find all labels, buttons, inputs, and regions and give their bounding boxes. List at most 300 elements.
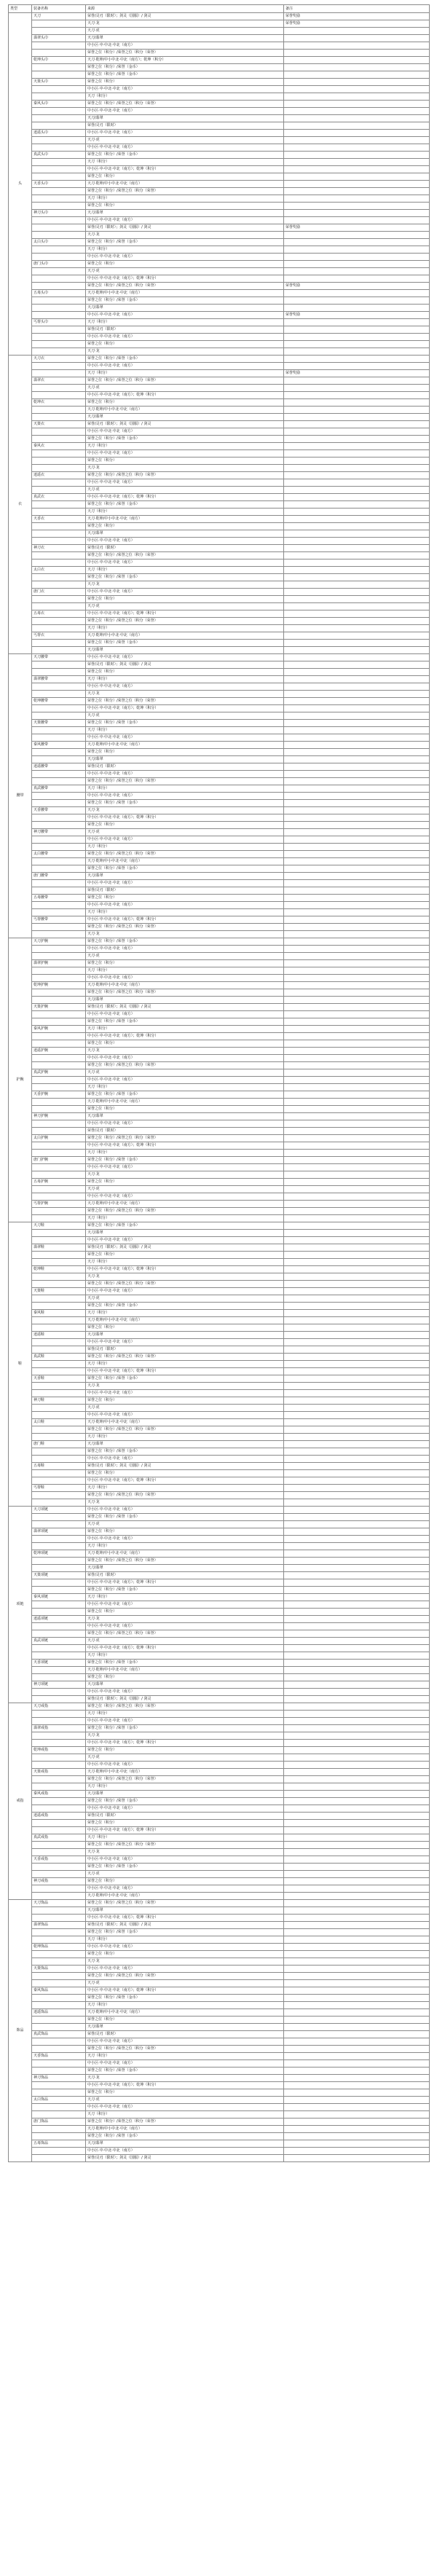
cell-note: [284, 1849, 430, 1856]
table-row: [9, 1069, 430, 1077]
cell-source: 荣誉之位（积分）: [86, 822, 284, 829]
cell-name: 天香项链: [32, 1660, 86, 1667]
cell-source: 中小区·中·中北·中北（南方）: [86, 479, 284, 487]
cell-source: 天刀·乾坤/中小中北·中北（南方）: [86, 290, 284, 297]
table-row: [9, 807, 430, 814]
table-row: [9, 1601, 430, 1609]
cell-name: [32, 144, 86, 152]
table-row: [9, 1725, 430, 1732]
cell-source: 中小区·中·中北·中北（南方）: [86, 1805, 284, 1813]
table-row: [9, 239, 430, 246]
cell-name: 翡翠腰带: [32, 676, 86, 683]
cell-note: [284, 785, 430, 793]
table-row: [9, 1222, 430, 1230]
cell-name: [32, 1630, 86, 1638]
table-row: [9, 1718, 430, 1725]
table-row: [9, 1922, 430, 1929]
cell-name: [32, 1077, 86, 1084]
cell-name: [32, 727, 86, 734]
cell-name: [32, 552, 86, 559]
cell-note: [284, 108, 430, 115]
cell-name: [32, 1368, 86, 1375]
cell-note: [284, 902, 430, 909]
cell-note: [284, 997, 430, 1004]
table-row: [9, 1383, 430, 1390]
cell-note: [284, 1266, 430, 1273]
cell-source: 中小区·中·中北·中北（南方）；乾坤（积分）: [86, 166, 284, 173]
table-row: [9, 1120, 430, 1128]
cell-name: [32, 2024, 86, 2031]
cell-source: 中小区·中·中北·中北（南方）: [86, 2148, 284, 2155]
cell-source: 中小区·中·中北·中北（南方）: [86, 793, 284, 800]
cell-source: 中小区·中·中北·中北（南方）；乾坤（积分）: [86, 1987, 284, 1995]
cell-note: [284, 1813, 430, 1820]
cell-name: [32, 275, 86, 283]
table-row: [9, 1740, 430, 1747]
cell-source: 荣誉之位（积分）: [86, 2089, 284, 2097]
cell-name: 神刀腰带: [32, 829, 86, 836]
cell-note: [284, 1113, 430, 1120]
cell-source: 荣誉/灵刃（限时）: [86, 1128, 284, 1135]
cell-note: [284, 195, 430, 203]
cell-name: [32, 1827, 86, 1834]
cell-name: [32, 1783, 86, 1791]
cell-name: [32, 997, 86, 1004]
cell-source: 天刀（积分）: [86, 1485, 284, 1492]
cell-name: [32, 814, 86, 822]
table-row: [9, 501, 430, 508]
cell-note: [284, 931, 430, 938]
cell-source: 天刀/翡翠: [86, 647, 284, 654]
cell-name: [32, 1558, 86, 1565]
cell-name: [32, 1893, 86, 1900]
table-row: [9, 1135, 430, 1142]
table-row: [9, 661, 430, 669]
cell-source: 天刀·虎: [86, 712, 284, 720]
cell-note: [284, 1885, 430, 1893]
table-row: [9, 1055, 430, 1062]
cell-name: 唐门腰带: [32, 873, 86, 880]
cell-name: [32, 28, 86, 35]
table-row: [9, 1973, 430, 1980]
cell-note: [284, 428, 430, 436]
cell-note: [284, 1936, 430, 1944]
cell-source: 中小区·中·中北·中北（南方）: [86, 1164, 284, 1171]
cell-note: [284, 2082, 430, 2089]
table-row: [9, 2053, 430, 2060]
cell-source: 中小区·中·中北·中北（南方）: [86, 1339, 284, 1346]
cell-name: 神刀头巾: [32, 210, 86, 217]
cell-source: 荣誉之位（积分）: [86, 1397, 284, 1405]
cell-note: [284, 1259, 430, 1266]
cell-note: [284, 1288, 430, 1295]
cell-note: [284, 683, 430, 691]
cell-source: 天刀·龙: [86, 1048, 284, 1055]
cell-note: [284, 450, 430, 458]
table-row: [9, 1944, 430, 1951]
table-row: [9, 1099, 430, 1106]
cell-source: 荣誉之位（积分）: [86, 1528, 284, 1536]
cell-name: [32, 2111, 86, 2118]
cell-note: [284, 523, 430, 530]
cell-note: [284, 1805, 430, 1813]
cell-name: 乾坤饰品: [32, 1944, 86, 1951]
cell-source: 荣誉之位（积分）: [86, 1040, 284, 1048]
cell-name: 太白护腕: [32, 1135, 86, 1142]
cell-note: [284, 1405, 430, 1412]
cell-source: 中小区·中·中北·中北（南方）: [86, 144, 284, 152]
table-row: [9, 1893, 430, 1900]
cell-note: [284, 1528, 430, 1536]
cell-name: [32, 2002, 86, 2009]
cell-name: 天策腰带: [32, 720, 86, 727]
cell-note: [284, 895, 430, 902]
cell-source: 荣誉之位（积分）: [86, 669, 284, 676]
cell-note: [284, 1732, 430, 1740]
cell-source: 荣誉之位（积分）: [86, 1951, 284, 1958]
cell-note: [284, 1069, 430, 1077]
cell-source: 天刀（积分）: [86, 443, 284, 450]
cell-name: [32, 1324, 86, 1332]
table-row: [9, 1514, 430, 1521]
cell-note: [284, 290, 430, 297]
cell-source: 天刀（积分）: [86, 1594, 284, 1601]
cell-name: [32, 844, 86, 851]
cell-note: [284, 130, 430, 137]
table-row: [9, 2089, 430, 2097]
cell-note: [284, 57, 430, 64]
cell-note: [284, 589, 430, 596]
table-row: [9, 1485, 430, 1492]
cell-source: 天刀/翡翠: [86, 35, 284, 42]
cell-note: [284, 676, 430, 683]
cell-name: [32, 1689, 86, 1696]
table-row: [9, 1026, 430, 1033]
table-row: [9, 1448, 430, 1456]
cell-note: [284, 1412, 430, 1419]
cell-source: 天刀·虎: [86, 1295, 284, 1303]
cell-source: 荣誉之位（积分）: [86, 895, 284, 902]
table-row: [9, 312, 430, 319]
cell-source: 天刀/翡翠: [86, 115, 284, 122]
cell-note: [284, 414, 430, 421]
cell-source: 天刀（积分）: [86, 159, 284, 166]
table-row: [9, 603, 430, 610]
cell-source: 天刀·虎: [86, 829, 284, 836]
table-row: [9, 1040, 430, 1048]
cell-note: [284, 1652, 430, 1660]
table-row: [9, 1878, 430, 1885]
cell-source: 中小区·中·中北·中北（南方）: [86, 450, 284, 458]
cell-name: [32, 1062, 86, 1069]
cell-note: [284, 822, 430, 829]
cell-name: [32, 1645, 86, 1652]
cell-name: [32, 1951, 86, 1958]
table-row: [9, 1252, 430, 1259]
cell-type: 护腕: [9, 938, 32, 1222]
table-row: [9, 1477, 430, 1485]
cell-name: [32, 1237, 86, 1244]
cell-source: 中小区·中·中北·中北（南方）: [86, 734, 284, 742]
table-row: [9, 938, 430, 946]
cell-source: 天刀·龙: [86, 1958, 284, 1966]
table-row: [9, 1543, 430, 1550]
cell-name: [32, 2060, 86, 2068]
cell-note: [284, 1667, 430, 1674]
cell-note: [284, 1900, 430, 1907]
cell-source: 荣誉之位（积分）/荣誉之位（积分（荣誉）: [86, 1281, 284, 1288]
cell-name: [32, 1055, 86, 1062]
cell-note: [284, 1703, 430, 1711]
cell-name: 神刀饰品: [32, 2075, 86, 2082]
cell-source: 荣誉之位（积分）/荣誉（金币）: [86, 1514, 284, 1521]
cell-source: 天刀·乾坤/中小中北·中北（南方）: [86, 982, 284, 989]
table-row: [9, 1864, 430, 1871]
cell-source: 天刀·龙: [86, 581, 284, 589]
cell-name: 乾坤头巾: [32, 57, 86, 64]
cell-name: 真武戒指: [32, 1834, 86, 1842]
table-row: [9, 1011, 430, 1018]
cell-note: [284, 1397, 430, 1405]
table-row: [9, 283, 430, 290]
cell-source: 天刀·龙: [86, 1383, 284, 1390]
header-name: 装备名称: [32, 5, 86, 13]
cell-note: [284, 319, 430, 326]
cell-note: [284, 1026, 430, 1033]
cell-name: 天策头巾: [32, 79, 86, 86]
table-row: [9, 79, 430, 86]
cell-note: [284, 2148, 430, 2155]
cell-note: [284, 1303, 430, 1310]
cell-source: 天刀·龙: [86, 1273, 284, 1281]
cell-note: [284, 1237, 430, 1244]
cell-source: 天刀（积分）: [86, 2053, 284, 2060]
cell-name: [32, 1587, 86, 1594]
cell-name: 逍遥护腕: [32, 1048, 86, 1055]
cell-source: 荣誉之位（积分）/荣誉之位（积分（荣誉）: [86, 924, 284, 931]
cell-name: [32, 625, 86, 632]
table-row: [9, 2140, 430, 2148]
cell-name: 天香饰品: [32, 2053, 86, 2060]
cell-source: 中小区·中·中北·中北（南方）；乾坤（积分）: [86, 610, 284, 618]
cell-name: [32, 1434, 86, 1441]
table-row: [9, 596, 430, 603]
cell-name: [32, 1477, 86, 1485]
cell-source: 荣誉之位（积分）/荣誉（金币）: [86, 1725, 284, 1732]
cell-source: 天刀·龙: [86, 2075, 284, 2082]
cell-note: [284, 1252, 430, 1259]
cell-name: 太白鞋: [32, 1419, 86, 1426]
cell-source: 荣誉之位（积分）/荣誉之位（积分（荣誉）: [86, 1842, 284, 1849]
cell-name: 五毒腰带: [32, 895, 86, 902]
cell-note: [284, 1062, 430, 1069]
cell-source: 中小区·中·中北·中北（南方）: [86, 1390, 284, 1397]
table-row: [9, 385, 430, 392]
cell-source: 荣誉之位（积分）/荣誉之位（积分（荣誉）: [86, 1426, 284, 1434]
cell-note: [284, 989, 430, 997]
cell-name: [32, 2155, 86, 2162]
table-row: [9, 1259, 430, 1266]
header-row: [9, 5, 430, 13]
cell-name: [32, 1164, 86, 1171]
cell-name: [32, 538, 86, 545]
cell-note: [284, 807, 430, 814]
table-row: [9, 1048, 430, 1055]
cell-note: [284, 268, 430, 275]
cell-name: [32, 1303, 86, 1310]
cell-name: [32, 283, 86, 290]
table-row: [9, 1157, 430, 1164]
table-row: [9, 2082, 430, 2089]
cell-note: [284, 1565, 430, 1572]
cell-type: 饰品: [9, 1900, 32, 2162]
cell-name: [32, 581, 86, 589]
table-row: [9, 559, 430, 567]
cell-note: [284, 1660, 430, 1667]
cell-source: 荣誉之位（积分）: [86, 1820, 284, 1827]
cell-name: [32, 1339, 86, 1346]
cell-name: 秦风饰品: [32, 1987, 86, 1995]
cell-source: 天刀·龙: [86, 465, 284, 472]
cell-name: 五毒护腕: [32, 1179, 86, 1186]
cell-note: [284, 698, 430, 705]
cell-name: [32, 297, 86, 305]
cell-note: [284, 1842, 430, 1849]
cell-source: 天刀·虎: [86, 1069, 284, 1077]
cell-source: 天刀·乾坤/中小中北·中北（南方）: [86, 1893, 284, 1900]
table-row: [9, 203, 430, 210]
cell-source: 天刀/翡翠: [86, 1113, 284, 1120]
cell-name: 神刀项链: [32, 1681, 86, 1689]
cell-source: 中小区·中·中北·中北（南方）: [86, 1077, 284, 1084]
cell-source: 天刀·乾坤/中小中北·中北（南方）: [86, 858, 284, 865]
table-row: [9, 1616, 430, 1623]
cell-note: [284, 1973, 430, 1980]
cell-source: 天刀（积分）: [86, 1652, 284, 1660]
table-row: [9, 902, 430, 909]
cell-name: 乾坤鞋: [32, 1266, 86, 1273]
cell-name: [32, 1842, 86, 1849]
cell-note: [284, 938, 430, 946]
table-row: [9, 1834, 430, 1842]
cell-source: 荣誉之位（积分）/荣誉之位（积分（荣誉）: [86, 1776, 284, 1783]
cell-source: 荣誉之位（积分）: [86, 596, 284, 603]
cell-name: [32, 341, 86, 348]
cell-source: 荣誉之位（积分）/荣誉之位（积分（荣誉）: [86, 1558, 284, 1565]
cell-source: 天刀·虎: [86, 1186, 284, 1193]
cell-source: 天刀（积分）: [86, 93, 284, 101]
cell-note: [284, 2089, 430, 2097]
cell-name: [32, 1033, 86, 1040]
table-row: [9, 363, 430, 370]
cell-name: [32, 2104, 86, 2111]
cell-note: [284, 1128, 430, 1135]
cell-note: [284, 880, 430, 887]
header-source: 来源: [86, 5, 284, 13]
cell-source: 荣誉之位（积分）/荣誉之位（积分（荣誉）: [86, 1630, 284, 1638]
table-row: [9, 356, 430, 363]
cell-source: 荣誉之位（积分）: [86, 1324, 284, 1332]
table-row: [9, 407, 430, 414]
table-row: [9, 181, 430, 188]
table-row: [9, 1368, 430, 1375]
cell-note: [284, 1383, 430, 1390]
cell-name: [32, 734, 86, 742]
cell-source: 天刀·龙: [86, 1171, 284, 1179]
cell-source: 荣誉之位（积分）/荣誉（金币）: [86, 1587, 284, 1594]
cell-name: [32, 1405, 86, 1412]
cell-source: 天刀（积分）: [86, 1084, 284, 1091]
cell-name: 逍遥鞋: [32, 1332, 86, 1339]
table-row: [9, 188, 430, 195]
cell-name: 太白头巾: [32, 239, 86, 246]
table-row: [9, 2031, 430, 2038]
cell-note: [284, 210, 430, 217]
cell-note: [284, 326, 430, 334]
table-row: [9, 618, 430, 625]
cell-note: [284, 275, 430, 283]
table-row: [9, 1412, 430, 1419]
cell-note: [284, 1623, 430, 1630]
cell-source: 中小区·中·中北·中北（南方）: [86, 1762, 284, 1769]
cell-name: [32, 880, 86, 887]
table-row: [9, 742, 430, 749]
cell-source: 天刀·乾坤/中小中北·中北（南方）: [86, 1550, 284, 1558]
cell-note: 荣誉奖励: [284, 13, 430, 20]
cell-source: 荣誉之位（积分）/荣誉之位（积分（荣誉）: [86, 377, 284, 385]
cell-note: [284, 1485, 430, 1492]
cell-note: [284, 778, 430, 785]
cell-source: 天刀·龙: [86, 348, 284, 356]
table-row: [9, 953, 430, 960]
cell-name: [32, 2038, 86, 2046]
cell-source: 荣誉之位（积分）/荣誉之位（积分（荣誉）: [86, 1135, 284, 1142]
cell-source: 中小区·中·中北·中北（南方）: [86, 363, 284, 370]
cell-note: [284, 465, 430, 472]
cell-source: 荣誉之位（积分）/荣誉（金币）: [86, 2133, 284, 2140]
table-body: [9, 13, 430, 2162]
table-row: [9, 967, 430, 975]
cell-name: 丐帮鞋: [32, 1485, 86, 1492]
cell-name: 逍遥项链: [32, 1616, 86, 1623]
cell-note: [284, 982, 430, 989]
cell-name: [32, 1470, 86, 1477]
table-row: [9, 1179, 430, 1186]
cell-source: 荣誉之位（积分）/荣誉（金币）: [86, 152, 284, 159]
cell-name: 五毒饰品: [32, 2140, 86, 2148]
cell-source: 中小区·中·中北·中北（南方）: [86, 654, 284, 661]
cell-source: 荣誉之位（积分）/荣誉之位（积分（荣誉）: [86, 1492, 284, 1499]
cell-note: [284, 1346, 430, 1354]
cell-note: [284, 975, 430, 982]
cell-name: [32, 436, 86, 443]
table-row: [9, 1521, 430, 1528]
table-row: [9, 428, 430, 436]
cell-name: 唐门鞋: [32, 1441, 86, 1448]
table-row: [9, 924, 430, 931]
table-row: [9, 1186, 430, 1193]
cell-name: [32, 640, 86, 647]
cell-source: 中小区·中·中北·中北（南方）: [86, 771, 284, 778]
table-row: [9, 1667, 430, 1674]
table-row: [9, 1303, 430, 1310]
cell-source: 荣誉之位（积分）: [86, 1747, 284, 1754]
table-row: [9, 975, 430, 982]
cell-source: 荣誉/灵刃（限时）；剑灵（国服）/ 剑灵: [86, 1004, 284, 1011]
table-row: [9, 261, 430, 268]
cell-note: [284, 1711, 430, 1718]
cell-note: [284, 691, 430, 698]
